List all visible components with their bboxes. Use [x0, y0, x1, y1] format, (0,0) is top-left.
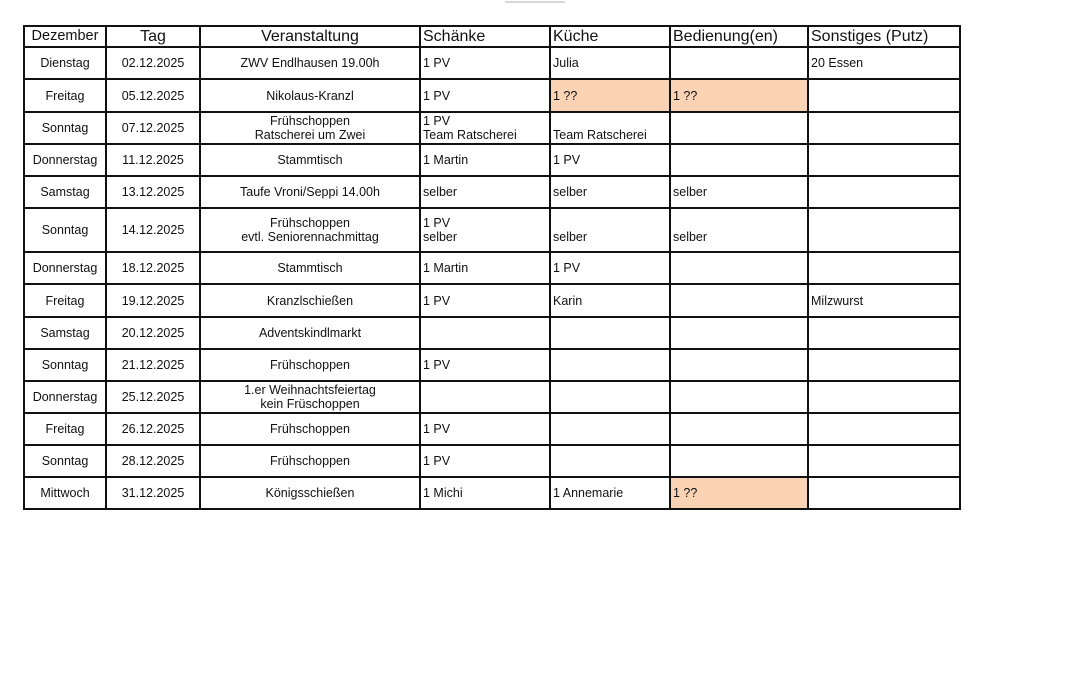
cell-line: 1 PV [423, 216, 451, 230]
table-row [24, 477, 960, 509]
bedienung-cell [670, 144, 808, 176]
sonstiges-cell [808, 208, 960, 252]
date-cell: 21.12.2025 [106, 349, 200, 381]
cell-line [673, 454, 805, 468]
kueche-cell [550, 381, 670, 413]
bedienung-cell [670, 381, 808, 413]
cell-line: Stammtisch [277, 153, 343, 167]
table-row [24, 413, 960, 445]
cell-line [423, 390, 547, 404]
event-cell [200, 413, 420, 445]
cell-line [553, 390, 667, 404]
cell-line [423, 326, 547, 340]
sonstiges-cell [808, 79, 960, 112]
cell-line: selber [423, 185, 458, 199]
schaenke-cell [420, 208, 550, 252]
clipped-page-title [505, 0, 575, 4]
cell-line: Frühschoppen [270, 454, 350, 468]
header-row [24, 26, 960, 47]
event-cell [200, 445, 420, 477]
event-cell [200, 317, 420, 349]
december-schedule-table [23, 25, 961, 510]
schaenke-cell [420, 445, 550, 477]
table-row [24, 208, 960, 252]
cell-line: selber [673, 230, 708, 244]
date-cell: 18.12.2025 [106, 252, 200, 284]
cell-line [553, 216, 667, 230]
cell-line: 1 PV [423, 293, 451, 308]
cell-line: 1 ?? [553, 88, 578, 103]
cell-line: 1 ?? [673, 486, 698, 500]
event-cell [200, 477, 420, 509]
schaenke-cell [420, 284, 550, 317]
sonstiges-cell [808, 112, 960, 144]
cell-line: Ratscherei um Zwei [254, 128, 366, 142]
schaenke-cell [420, 176, 550, 208]
cell-line: 1 PV [423, 358, 451, 372]
cell-line: ZWV Endlhausen 19.00h [240, 56, 380, 70]
cell-line: selber [423, 230, 458, 244]
weekday-cell: Sonntag [24, 208, 106, 252]
header-schaenke: Schänke [420, 26, 550, 47]
date-cell: 20.12.2025 [106, 317, 200, 349]
bedienung-cell [670, 79, 808, 112]
bedienung-cell [670, 208, 808, 252]
kueche-cell [550, 176, 670, 208]
cell-line [673, 422, 805, 436]
date-cell: 05.12.2025 [106, 79, 200, 112]
table-row [24, 252, 960, 284]
cell-line [553, 326, 667, 340]
weekday-cell: Sonntag [24, 349, 106, 381]
cell-line: Frühschoppen [270, 114, 350, 128]
cell-line: 1 ?? [673, 88, 698, 103]
cell-line: Taufe Vroni/Seppi 14.00h [240, 185, 380, 199]
date-cell: 28.12.2025 [106, 445, 200, 477]
date-cell: 14.12.2025 [106, 208, 200, 252]
date-cell: 11.12.2025 [106, 144, 200, 176]
schaenke-cell [420, 317, 550, 349]
schaenke-cell [420, 381, 550, 413]
weekday-cell: Sonntag [24, 445, 106, 477]
sonstiges-cell [808, 252, 960, 284]
cell-line: selber [673, 185, 708, 199]
bedienung-cell [670, 176, 808, 208]
schaenke-cell [420, 252, 550, 284]
kueche-cell [550, 349, 670, 381]
kueche-cell [550, 413, 670, 445]
cell-line: 1 PV [423, 454, 451, 468]
cell-line: Team Ratscherei [423, 128, 517, 142]
sonstiges-cell [808, 477, 960, 509]
weekday-cell: Donnerstag [24, 144, 106, 176]
kueche-cell [550, 477, 670, 509]
table-row [24, 144, 960, 176]
event-cell [200, 176, 420, 208]
cell-line: 1 Annemarie [553, 486, 624, 500]
cell-line: 1 Michi [423, 486, 463, 500]
weekday-cell: Mittwoch [24, 477, 106, 509]
header-kueche: Küche [550, 26, 670, 47]
cell-line: Nikolaus-Kranzl [266, 88, 354, 103]
cell-line: 1 PV [553, 261, 581, 275]
cell-line: selber [553, 230, 588, 244]
cell-line: Frühschoppen [270, 216, 350, 230]
kueche-cell [550, 144, 670, 176]
sonstiges-cell [808, 317, 960, 349]
schaenke-cell [420, 112, 550, 144]
table-row [24, 445, 960, 477]
date-cell: 19.12.2025 [106, 284, 200, 317]
table-row [24, 112, 960, 144]
cell-line: Stammtisch [277, 261, 343, 275]
date-cell: 26.12.2025 [106, 413, 200, 445]
weekday-cell: Freitag [24, 284, 106, 317]
weekday-cell: Freitag [24, 413, 106, 445]
kueche-cell [550, 79, 670, 112]
schaenke-cell [420, 477, 550, 509]
schaenke-cell [420, 47, 550, 79]
event-cell [200, 112, 420, 144]
sonstiges-cell [808, 413, 960, 445]
cell-line: evtl. Seniorennachmittag [241, 230, 379, 244]
cell-line: Frühschoppen [270, 422, 350, 436]
table-row [24, 284, 960, 317]
date-cell: 02.12.2025 [106, 47, 200, 79]
weekday-cell: Dienstag [24, 47, 106, 79]
cell-line: Kranzlschießen [266, 293, 354, 308]
weekday-cell: Samstag [24, 317, 106, 349]
cell-line: 1.er Weihnachtsfeiertag [244, 383, 376, 397]
bedienung-cell [670, 112, 808, 144]
bedienung-cell [670, 349, 808, 381]
sonstiges-cell [808, 381, 960, 413]
weekday-cell: Donnerstag [24, 381, 106, 413]
cell-line: 1 PV [423, 114, 451, 128]
cell-line [673, 294, 805, 308]
bedienung-cell [670, 477, 808, 509]
cell-line: Julia [553, 56, 579, 70]
cell-line [673, 358, 805, 372]
cell-line [673, 216, 805, 230]
event-cell [200, 79, 420, 112]
kueche-cell [550, 112, 670, 144]
event-cell [200, 349, 420, 381]
cell-line: 1 PV [553, 153, 581, 167]
sonstiges-cell: 20 Essen [808, 47, 960, 79]
kueche-cell [550, 208, 670, 252]
bedienung-cell [670, 47, 808, 79]
header-month: Dezember [24, 26, 106, 47]
date-cell: 25.12.2025 [106, 381, 200, 413]
event-cell [200, 144, 420, 176]
table-row [24, 349, 960, 381]
bedienung-cell [670, 317, 808, 349]
date-cell: 31.12.2025 [106, 477, 200, 509]
cell-line [553, 422, 667, 436]
cell-line: Adventskindlmarkt [258, 326, 362, 340]
header-event: Veranstaltung [200, 26, 420, 47]
cell-line [673, 153, 805, 167]
sonstiges-cell [808, 445, 960, 477]
cell-line: 1 PV [423, 88, 451, 103]
cell-line: 1 PV [423, 56, 451, 70]
schaenke-cell [420, 413, 550, 445]
table-row [24, 47, 960, 79]
event-cell [200, 208, 420, 252]
sonstiges-cell: Milzwurst [808, 284, 960, 317]
cell-line: selber [553, 185, 588, 199]
cell-line [673, 261, 805, 275]
date-cell: 13.12.2025 [106, 176, 200, 208]
cell-line: 1 PV [423, 422, 451, 436]
cell-line [553, 114, 667, 128]
cell-line [673, 121, 805, 135]
cell-line [673, 56, 805, 70]
cell-line: Karin [553, 293, 583, 308]
bedienung-cell [670, 252, 808, 284]
kueche-cell [550, 284, 670, 317]
kueche-cell [550, 47, 670, 79]
event-cell [200, 381, 420, 413]
header-bedienung: Bedienung(en) [670, 26, 808, 47]
weekday-cell: Freitag [24, 79, 106, 112]
cell-line [673, 390, 805, 404]
schaenke-cell [420, 79, 550, 112]
event-cell [200, 252, 420, 284]
sonstiges-cell [808, 349, 960, 381]
event-cell [200, 284, 420, 317]
sonstiges-cell [808, 144, 960, 176]
date-cell: 07.12.2025 [106, 112, 200, 144]
cell-line [553, 454, 667, 468]
table-row [24, 381, 960, 413]
event-cell [200, 47, 420, 79]
kueche-cell [550, 252, 670, 284]
sonstiges-cell [808, 176, 960, 208]
header-date: Tag [106, 26, 200, 47]
schaenke-cell [420, 349, 550, 381]
cell-line: Frühschoppen [270, 358, 350, 372]
schaenke-cell [420, 144, 550, 176]
cell-line: Königsschießen [265, 486, 355, 500]
bedienung-cell [670, 284, 808, 317]
weekday-cell: Samstag [24, 176, 106, 208]
cell-line [553, 358, 667, 372]
kueche-cell [550, 445, 670, 477]
table-row [24, 79, 960, 112]
cell-line: 1 Martin [423, 261, 469, 275]
table-row [24, 176, 960, 208]
table-row [24, 317, 960, 349]
weekday-cell: Sonntag [24, 112, 106, 144]
cell-line: Team Ratscherei [553, 128, 647, 142]
bedienung-cell [670, 413, 808, 445]
weekday-cell: Donnerstag [24, 252, 106, 284]
kueche-cell [550, 317, 670, 349]
cell-line [673, 326, 805, 340]
header-sonstiges: Sonstiges (Putz) [808, 26, 960, 47]
bedienung-cell [670, 445, 808, 477]
cell-line: 1 Martin [423, 153, 469, 167]
cell-line: kein Früschoppen [260, 397, 360, 411]
